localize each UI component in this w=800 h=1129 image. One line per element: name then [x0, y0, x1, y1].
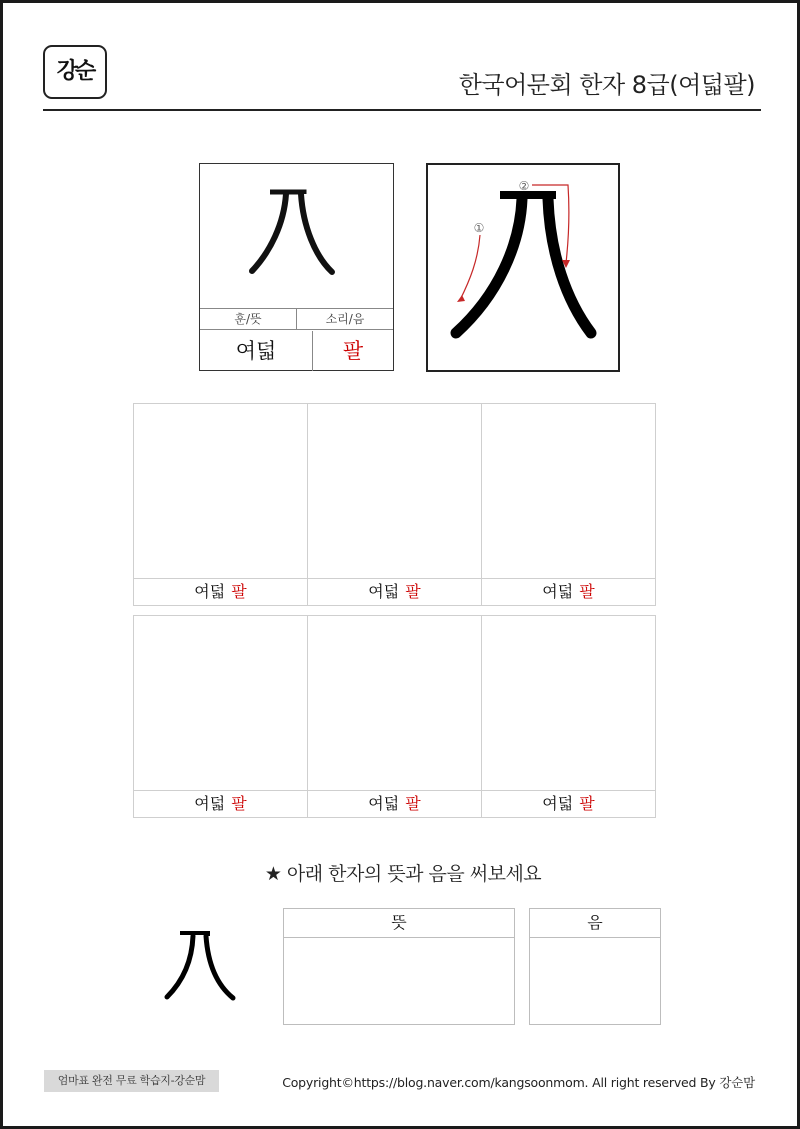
info-label-row	[200, 308, 393, 330]
character-info-card	[199, 163, 394, 371]
practice-caption: 여덟 팔	[482, 790, 655, 817]
practice-writing-area[interactable]	[134, 404, 307, 578]
header-divider	[43, 109, 761, 111]
brand-logo	[43, 45, 107, 99]
practice-caption: 여덟 팔	[308, 790, 481, 817]
practice-cell	[133, 403, 308, 606]
footer-badge: 엄마표 완전 무료 학습지-강순맘	[44, 1070, 219, 1092]
copyright-text: Copyright©https://blog.naver.com/kangsoonmom. All right reserved By 강순맘	[282, 1075, 755, 1090]
stroke-number-1: ①	[473, 221, 485, 235]
sound-answer-box	[529, 908, 661, 1025]
practice-cell	[307, 403, 482, 606]
practice-writing-area[interactable]	[134, 616, 307, 790]
stroke-number-2: ②	[518, 179, 530, 193]
practice-caption: 여덟 팔	[308, 578, 481, 605]
character-glyph	[200, 164, 393, 308]
sound-input-area[interactable]	[530, 939, 660, 1024]
practice-caption: 여덟 팔	[134, 578, 307, 605]
info-value-row	[200, 331, 393, 371]
eum-label: 소리/음	[325, 312, 365, 326]
practice-caption: 여덟 팔	[134, 790, 307, 817]
character-glyph-text: 八	[200, 164, 201, 165]
stroke-1-arrow	[460, 235, 480, 300]
practice-caption: 여덟 팔	[482, 578, 655, 605]
page-title: 한국어문회 한자 8급(여덟팔)	[458, 71, 755, 99]
practice-writing-area[interactable]	[482, 404, 655, 578]
practice-writing-area[interactable]	[308, 616, 481, 790]
meaning-header: 뜻	[284, 909, 514, 938]
brand-logo-text: 강순	[56, 59, 94, 84]
practice-writing-area[interactable]	[308, 404, 481, 578]
stroke-2	[548, 199, 591, 333]
practice-cell	[133, 615, 308, 818]
quiz-character-glyph	[153, 921, 253, 1011]
practice-writing-area[interactable]	[482, 616, 655, 790]
eum-value: 팔	[342, 339, 364, 363]
practice-cell	[307, 615, 482, 818]
practice-cell	[481, 403, 656, 606]
stroke-1	[456, 199, 522, 333]
sound-header: 음	[530, 909, 660, 938]
meaning-answer-box	[283, 908, 515, 1025]
stroke-order-card	[426, 163, 620, 372]
hun-label: 훈/뜻	[200, 309, 297, 329]
meaning-input-area[interactable]	[284, 939, 514, 1024]
quiz-instruction: ★ 아래 한자의 뜻과 음을 써보세요	[264, 863, 542, 885]
stroke-order-diagram	[428, 165, 618, 370]
practice-cell	[481, 615, 656, 818]
hun-value: 여덟	[200, 331, 313, 371]
